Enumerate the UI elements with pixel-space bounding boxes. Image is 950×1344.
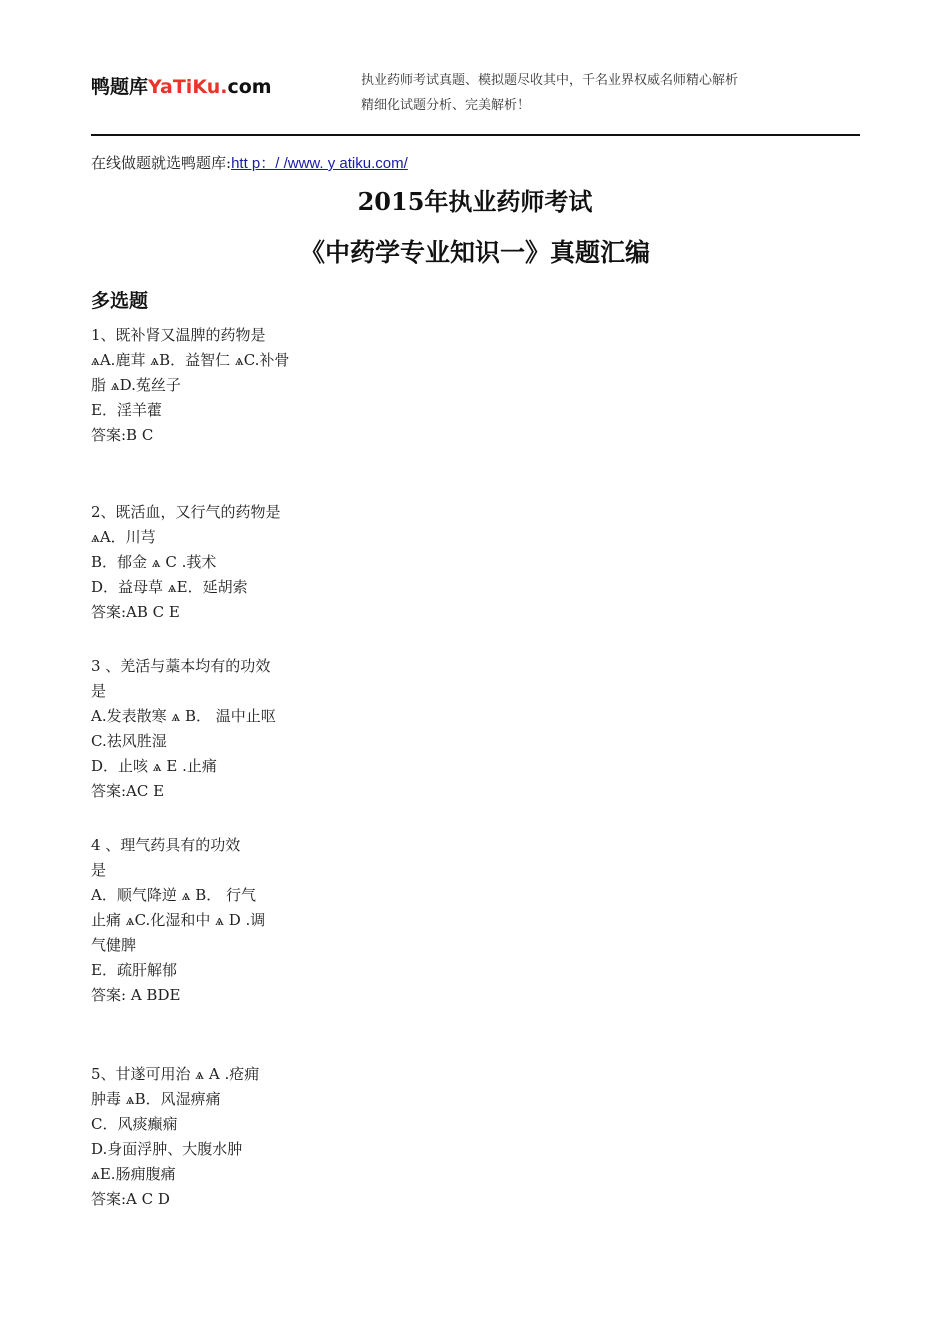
- brand-name-en: YaTiKu: [148, 76, 221, 98]
- question-line: 气健脾: [91, 936, 137, 954]
- question-line: 4 、理气药具有的功效: [91, 836, 241, 854]
- question-line: 5、甘遂可用治 ѧ A .疮痈: [91, 1065, 260, 1083]
- online-practice-line: [91, 152, 408, 173]
- question-line: 2、既活血，又行气的药物是: [91, 503, 281, 521]
- document-subtitle: 《中药学专业知识一》真题汇编: [299, 238, 650, 267]
- question-line: E．淫羊藿: [91, 401, 162, 419]
- question-3: [91, 654, 276, 804]
- question-line: 脂 ѧD.菟丝子: [91, 376, 181, 394]
- question-answer: 答案:AB C E: [91, 603, 180, 621]
- site-link[interactable]: htt p：/ /www. y atiku.com/: [231, 155, 408, 172]
- brand-dot: .: [220, 76, 228, 98]
- question-5: [91, 1062, 259, 1212]
- question-line: ѧA．川芎: [91, 528, 156, 546]
- question-line: A.发表散寒 ѧ B． 温中止呕: [91, 707, 276, 725]
- question-line: ѧA.鹿茸 ѧB．益智仁 ѧC.补骨: [91, 351, 290, 369]
- online-prefix: 在线做题就选鸭题库:: [91, 154, 232, 172]
- question-1: [91, 323, 289, 448]
- question-line: B．郁金 ѧ C .莪术: [91, 553, 217, 571]
- question-line: 肿毒 ѧB．风湿痹痛: [91, 1090, 221, 1108]
- brand-logo: [91, 72, 272, 99]
- header-divider: [91, 134, 860, 136]
- question-answer: 答案:B C: [91, 426, 154, 444]
- question-line: C．风痰癫痫: [91, 1115, 178, 1133]
- header-tagline: [361, 68, 738, 118]
- brand-name-cn: 鸭题库: [91, 76, 149, 98]
- document-title: 2015年执业药师考试: [357, 187, 593, 216]
- question-line: ѧE.肠痈腹痛: [91, 1165, 176, 1183]
- question-line: 3 、羌活与藁本均有的功效: [91, 657, 271, 675]
- question-line: 止痛 ѧC.化湿和中 ѧ D .调: [91, 911, 266, 929]
- question-line: A．顺气降逆 ѧ B． 行气: [91, 886, 257, 904]
- tagline-line-2: 精细化试题分析、完美解析！: [361, 98, 531, 113]
- question-answer: 答案: A BDE: [91, 986, 181, 1004]
- question-answer: 答案:AC E: [91, 782, 165, 800]
- question-answer: 答案:A C D: [91, 1190, 170, 1208]
- question-line: D．止咳 ѧ E .止痛: [91, 757, 217, 775]
- tagline-line-1: 执业药师考试真题、模拟题尽收其中，千名业界权威名师精心解析: [361, 73, 739, 88]
- brand-domain: com: [227, 76, 272, 98]
- question-line: D．益母草 ѧE．延胡索: [91, 578, 248, 596]
- question-line: 是: [91, 861, 107, 879]
- section-heading: 多选题: [91, 290, 149, 312]
- question-line: C.祛风胜湿: [91, 732, 167, 750]
- question-line: 是: [91, 682, 107, 700]
- question-2: [91, 500, 281, 625]
- question-4: [91, 833, 265, 1008]
- question-line: 1、既补肾又温脾的药物是: [91, 326, 266, 344]
- question-line: D.身面浮肿、大腹水肿: [91, 1140, 243, 1158]
- question-line: E．疏肝解郁: [91, 961, 177, 979]
